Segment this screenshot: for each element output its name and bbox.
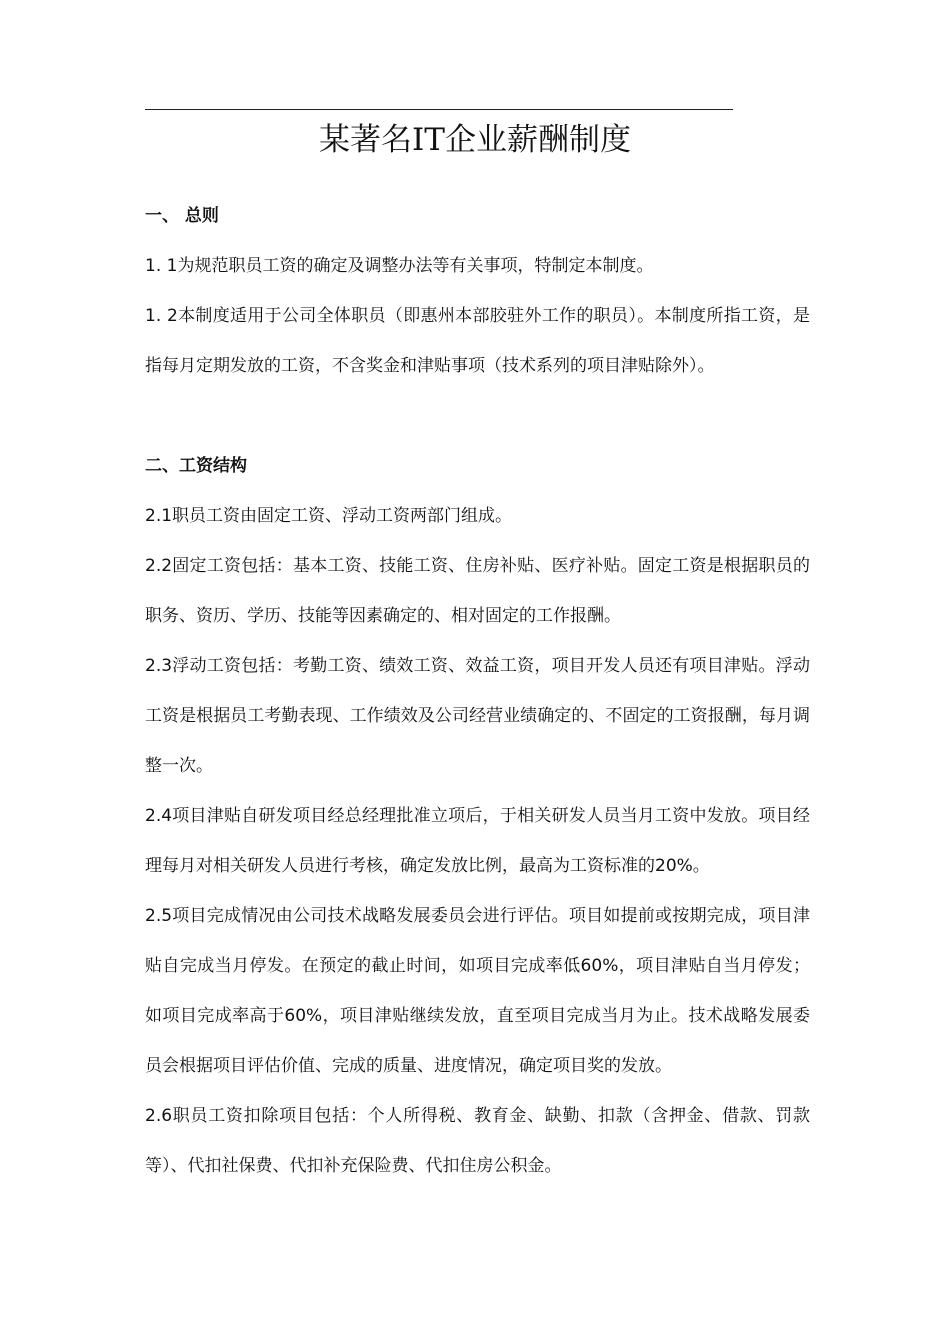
paragraph: 1. 2本制度适用于公司全体职员（即惠州本部胶驻外工作的职员）。本制度所指工资，是指每月定期发放的工资，不含奖金和津贴事项（技术系列的项目津贴除外）。 (145, 306, 810, 376)
paragraph: 2.2固定工资包括：基本工资、技能工资、住房补贴、医疗补贴。固定工资是根据职员的职务、资历、学历、技能等因素确定的、相对固定的工作报酬。 (145, 556, 810, 626)
paragraph: 2.1职员工资由固定工资、浮动工资两部门组成。 (145, 506, 513, 526)
paragraph: 2.6职员工资扣除项目包括：个人所得税、教育金、缺勤、扣款（含押金、借款、罚款等）、代扣社保费、代扣补充保险费、代扣住房公积金。 (145, 1106, 810, 1176)
paragraph: 2.5项目完成情况由公司技术战略发展委员会进行评估。项目如提前或按期完成，项目津贴自完成当月停发。在预定的截止时间，如项目完成率低60%，项目津贴自当月停发；如项目完成率高于60%，项目津贴继续发放，直至项目完成当月为止。技术战略发展委员会根据项目评估价值、完成的质量、进度情况，确定项目奖的发放。 (145, 906, 810, 1076)
paragraph: 2.3浮动工资包括：考勤工资、绩效工资、效益工资，项目开发人员还有项目津贴。浮动工资是根据员工考勤表现、工作绩效及公司经营业绩确定的、不固定的工资报酬，每月调整一次。 (145, 656, 810, 776)
section-heading: 二、工资结构 (145, 456, 247, 476)
section-wage-structure (145, 441, 810, 1191)
document-body (145, 191, 810, 1191)
header-rule (145, 109, 733, 110)
section-heading: 一、 总则 (145, 206, 219, 226)
document-title: 某著名IT企业薪酬制度 (319, 122, 631, 158)
section-spacer (145, 391, 810, 441)
paragraph: 1. 1为规范职员工资的确定及调整办法等有关事项，特制定本制度。 (145, 256, 654, 276)
paragraph: 2.4项目津贴自研发项目经总经理批准立项后，于相关研发人员当月工资中发放。项目经理每月对相关研发人员进行考核，确定发放比例，最高为工资标准的20%。 (145, 806, 810, 876)
section-general (145, 191, 810, 391)
